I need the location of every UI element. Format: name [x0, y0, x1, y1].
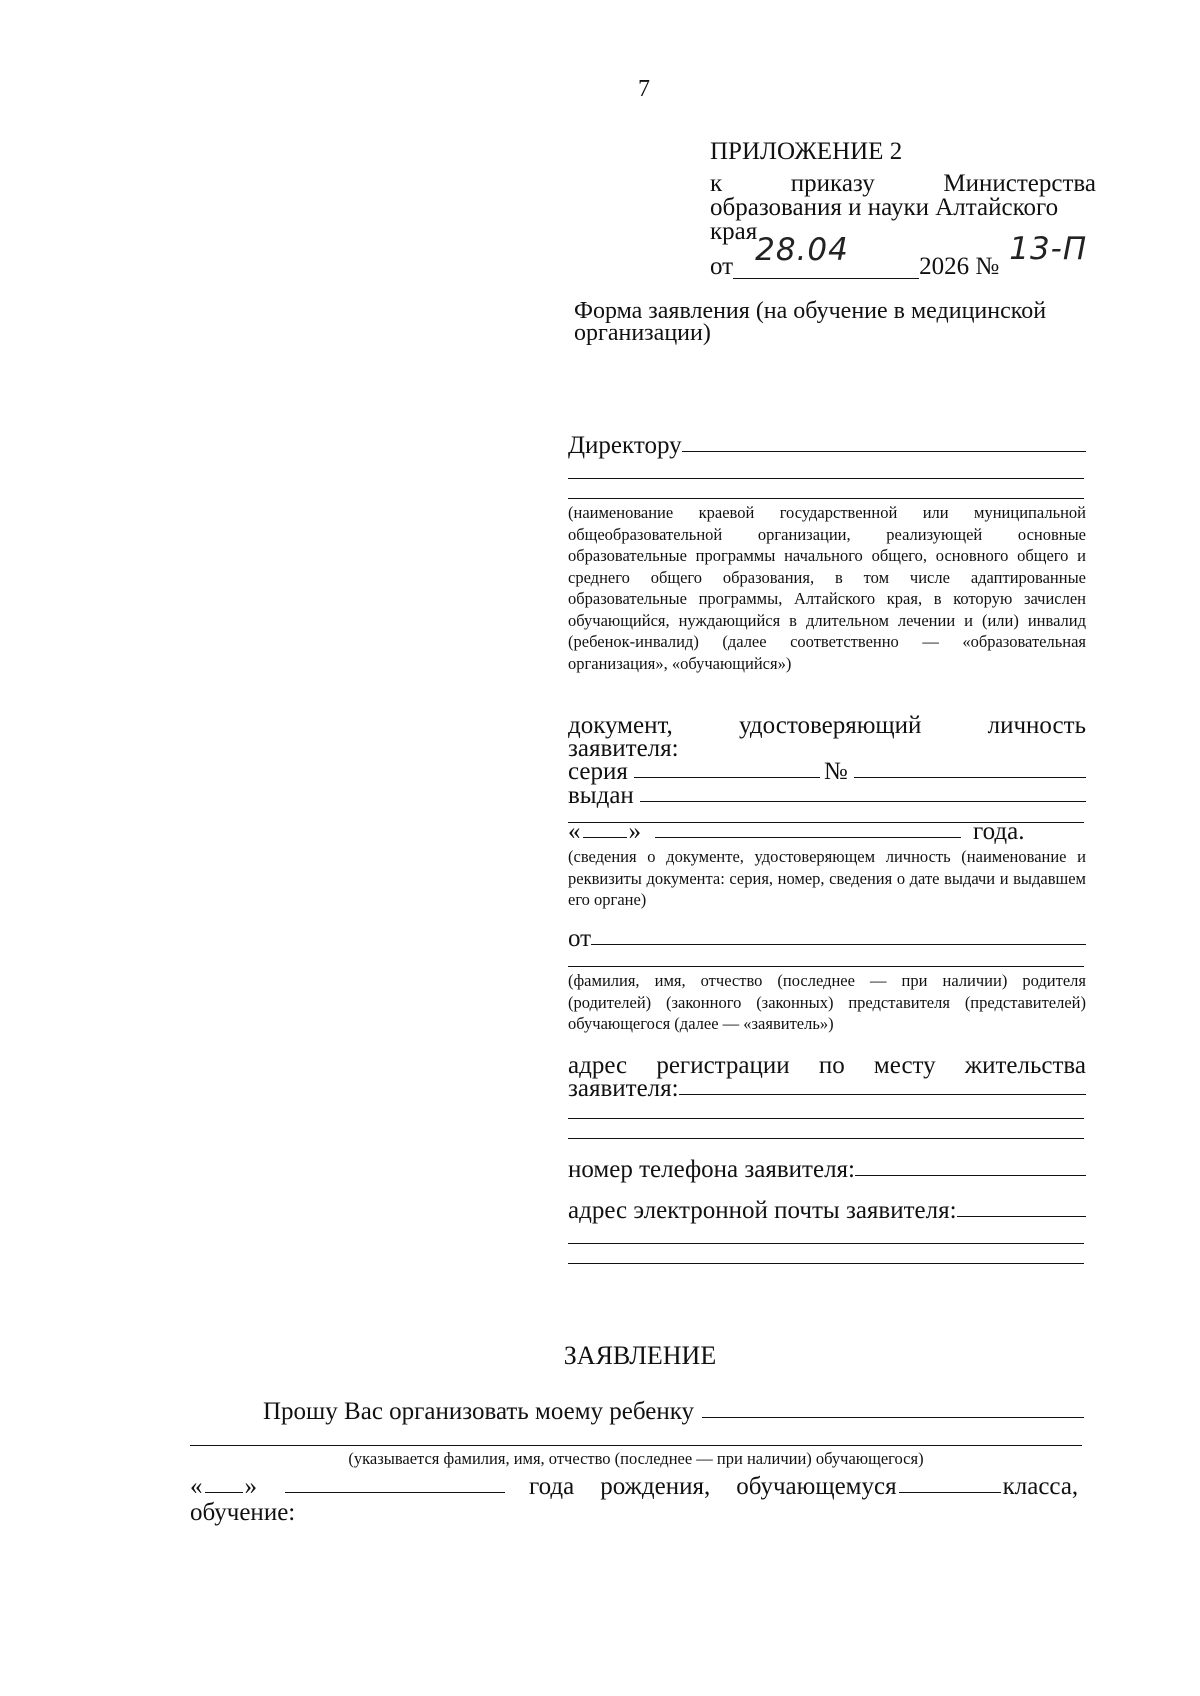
- page-number: 7: [638, 76, 650, 102]
- phone-field[interactable]: [855, 1175, 1086, 1176]
- quote-close: »: [628, 818, 641, 845]
- address-field[interactable]: [679, 1094, 1086, 1095]
- request-text: Прошу Вас организовать моему ребенку: [263, 1398, 695, 1425]
- appendix-header: [710, 140, 1096, 279]
- director-field[interactable]: [682, 451, 1086, 452]
- doc-line-1: [568, 714, 1086, 737]
- email-field[interactable]: [957, 1216, 1086, 1217]
- quote-open: «: [568, 818, 581, 845]
- applicant-hint: (фамилия, имя, отчество (последнее — при наличии) родителя (родителей) (законного (законных) представителя (представителей) обучающегося (далее — «заявитель»): [568, 971, 1086, 1033]
- order-line-3: края: [710, 218, 758, 245]
- doc-hint: (сведения о документе, удостоверяющем личность (наименование и реквизиты документа: серия, номер, сведения о дате выдачи и выдавшем его органе): [568, 847, 1086, 909]
- birth-line: [190, 1475, 1092, 1498]
- doc-number-field[interactable]: [854, 777, 1086, 778]
- birth-quote-open: «: [190, 1473, 203, 1500]
- issue-month-field[interactable]: [655, 837, 961, 838]
- director-field-line-2[interactable]: [568, 478, 1084, 479]
- issued-line: [568, 784, 1086, 807]
- series-field[interactable]: [634, 777, 820, 778]
- child-name-field-line-2[interactable]: [190, 1445, 1082, 1446]
- student-word: обучающемуся: [736, 1473, 897, 1500]
- ministry-word: Министерства: [943, 170, 1096, 197]
- email-line: [568, 1199, 1086, 1222]
- from-line: [568, 927, 1086, 950]
- birth-month-field[interactable]: [285, 1492, 505, 1493]
- issued-label: выдан: [568, 782, 634, 809]
- from-label: от: [568, 925, 592, 952]
- applicant-name-field-line-2[interactable]: [568, 966, 1084, 967]
- number-sign: №: [823, 758, 848, 785]
- email-field-line-3[interactable]: [568, 1263, 1084, 1264]
- address-field-line-2[interactable]: [568, 1118, 1084, 1119]
- grade-field[interactable]: [899, 1492, 1001, 1493]
- birth-word: года: [529, 1473, 575, 1500]
- issue-day-field[interactable]: [583, 837, 627, 838]
- to-word: к: [710, 170, 723, 197]
- issued-field[interactable]: [640, 801, 1086, 802]
- order-line: [710, 172, 1096, 196]
- order-line-2: образования и науки Алтайского: [710, 194, 1059, 221]
- handwritten-date: 28.04: [755, 232, 849, 268]
- child-hint: (указывается фамилия, имя, отчество (последнее — при наличии) обучающегося): [348, 1449, 924, 1468]
- applicant-name-field[interactable]: [591, 944, 1086, 945]
- address-label: заявителя:: [568, 1075, 679, 1102]
- doc-word-2: удостоверяющий: [739, 712, 922, 739]
- birth-day-field[interactable]: [205, 1492, 243, 1493]
- birth-word-2: рождения,: [600, 1473, 711, 1500]
- order-date-field: [733, 232, 919, 279]
- address-line-2: [568, 1077, 1086, 1100]
- handwritten-number: 13-П: [1009, 231, 1088, 267]
- year-word: года.: [973, 818, 1025, 845]
- training-label: обучение:: [190, 1499, 296, 1526]
- appendix-title: ПРИЛОЖЕНИЕ 2: [710, 138, 903, 165]
- doc-word-3: личность: [987, 712, 1086, 739]
- series-number-line: [568, 760, 1086, 783]
- address-label-line: адрес регистрации по месту жительства: [568, 1052, 1086, 1079]
- from-word: от: [710, 253, 734, 280]
- director-label: Директору: [568, 432, 682, 459]
- form-title: Форма заявления (на обучение в медицинской организации): [574, 298, 1047, 346]
- birth-quote-close: »: [244, 1473, 257, 1500]
- director-line: [568, 434, 1086, 457]
- director-field-line-3[interactable]: [568, 498, 1084, 499]
- doc-word-1: документ,: [568, 712, 673, 739]
- address-field-line-3[interactable]: [568, 1138, 1084, 1139]
- organization-hint: (наименование краевой государственной или муниципальной общеобразовательной организации, реализующей основные образовательные программы начального общего, основного общего и среднего общего образования, в том числе адаптированные образовательные программы, Алтайского края, в которую зачислен обучающийся, нуждающийся в длительном лечении и (или) инвалид (ребенок-инвалид) (далее соответственно — «образовательная организация», «обучающийся»): [568, 503, 1086, 673]
- email-field-line-2[interactable]: [568, 1243, 1084, 1244]
- grade-word: класса,: [1002, 1473, 1079, 1500]
- statement-title: ЗАЯВЛЕНИЕ: [563, 1341, 717, 1370]
- phone-line: [568, 1158, 1086, 1181]
- issue-date-line: [568, 820, 1086, 843]
- order-word: приказу: [790, 170, 875, 197]
- request-line: [263, 1400, 1084, 1423]
- phone-label: номер телефона заявителя:: [568, 1156, 855, 1183]
- series-label: серия: [568, 758, 628, 785]
- child-name-field[interactable]: [702, 1417, 1084, 1418]
- email-label: адрес электронной почты заявителя:: [568, 1197, 957, 1224]
- year-label: 2026 №: [919, 253, 1000, 280]
- doc-line-2: заявителя:: [568, 735, 679, 762]
- order-number-field: [999, 231, 1093, 279]
